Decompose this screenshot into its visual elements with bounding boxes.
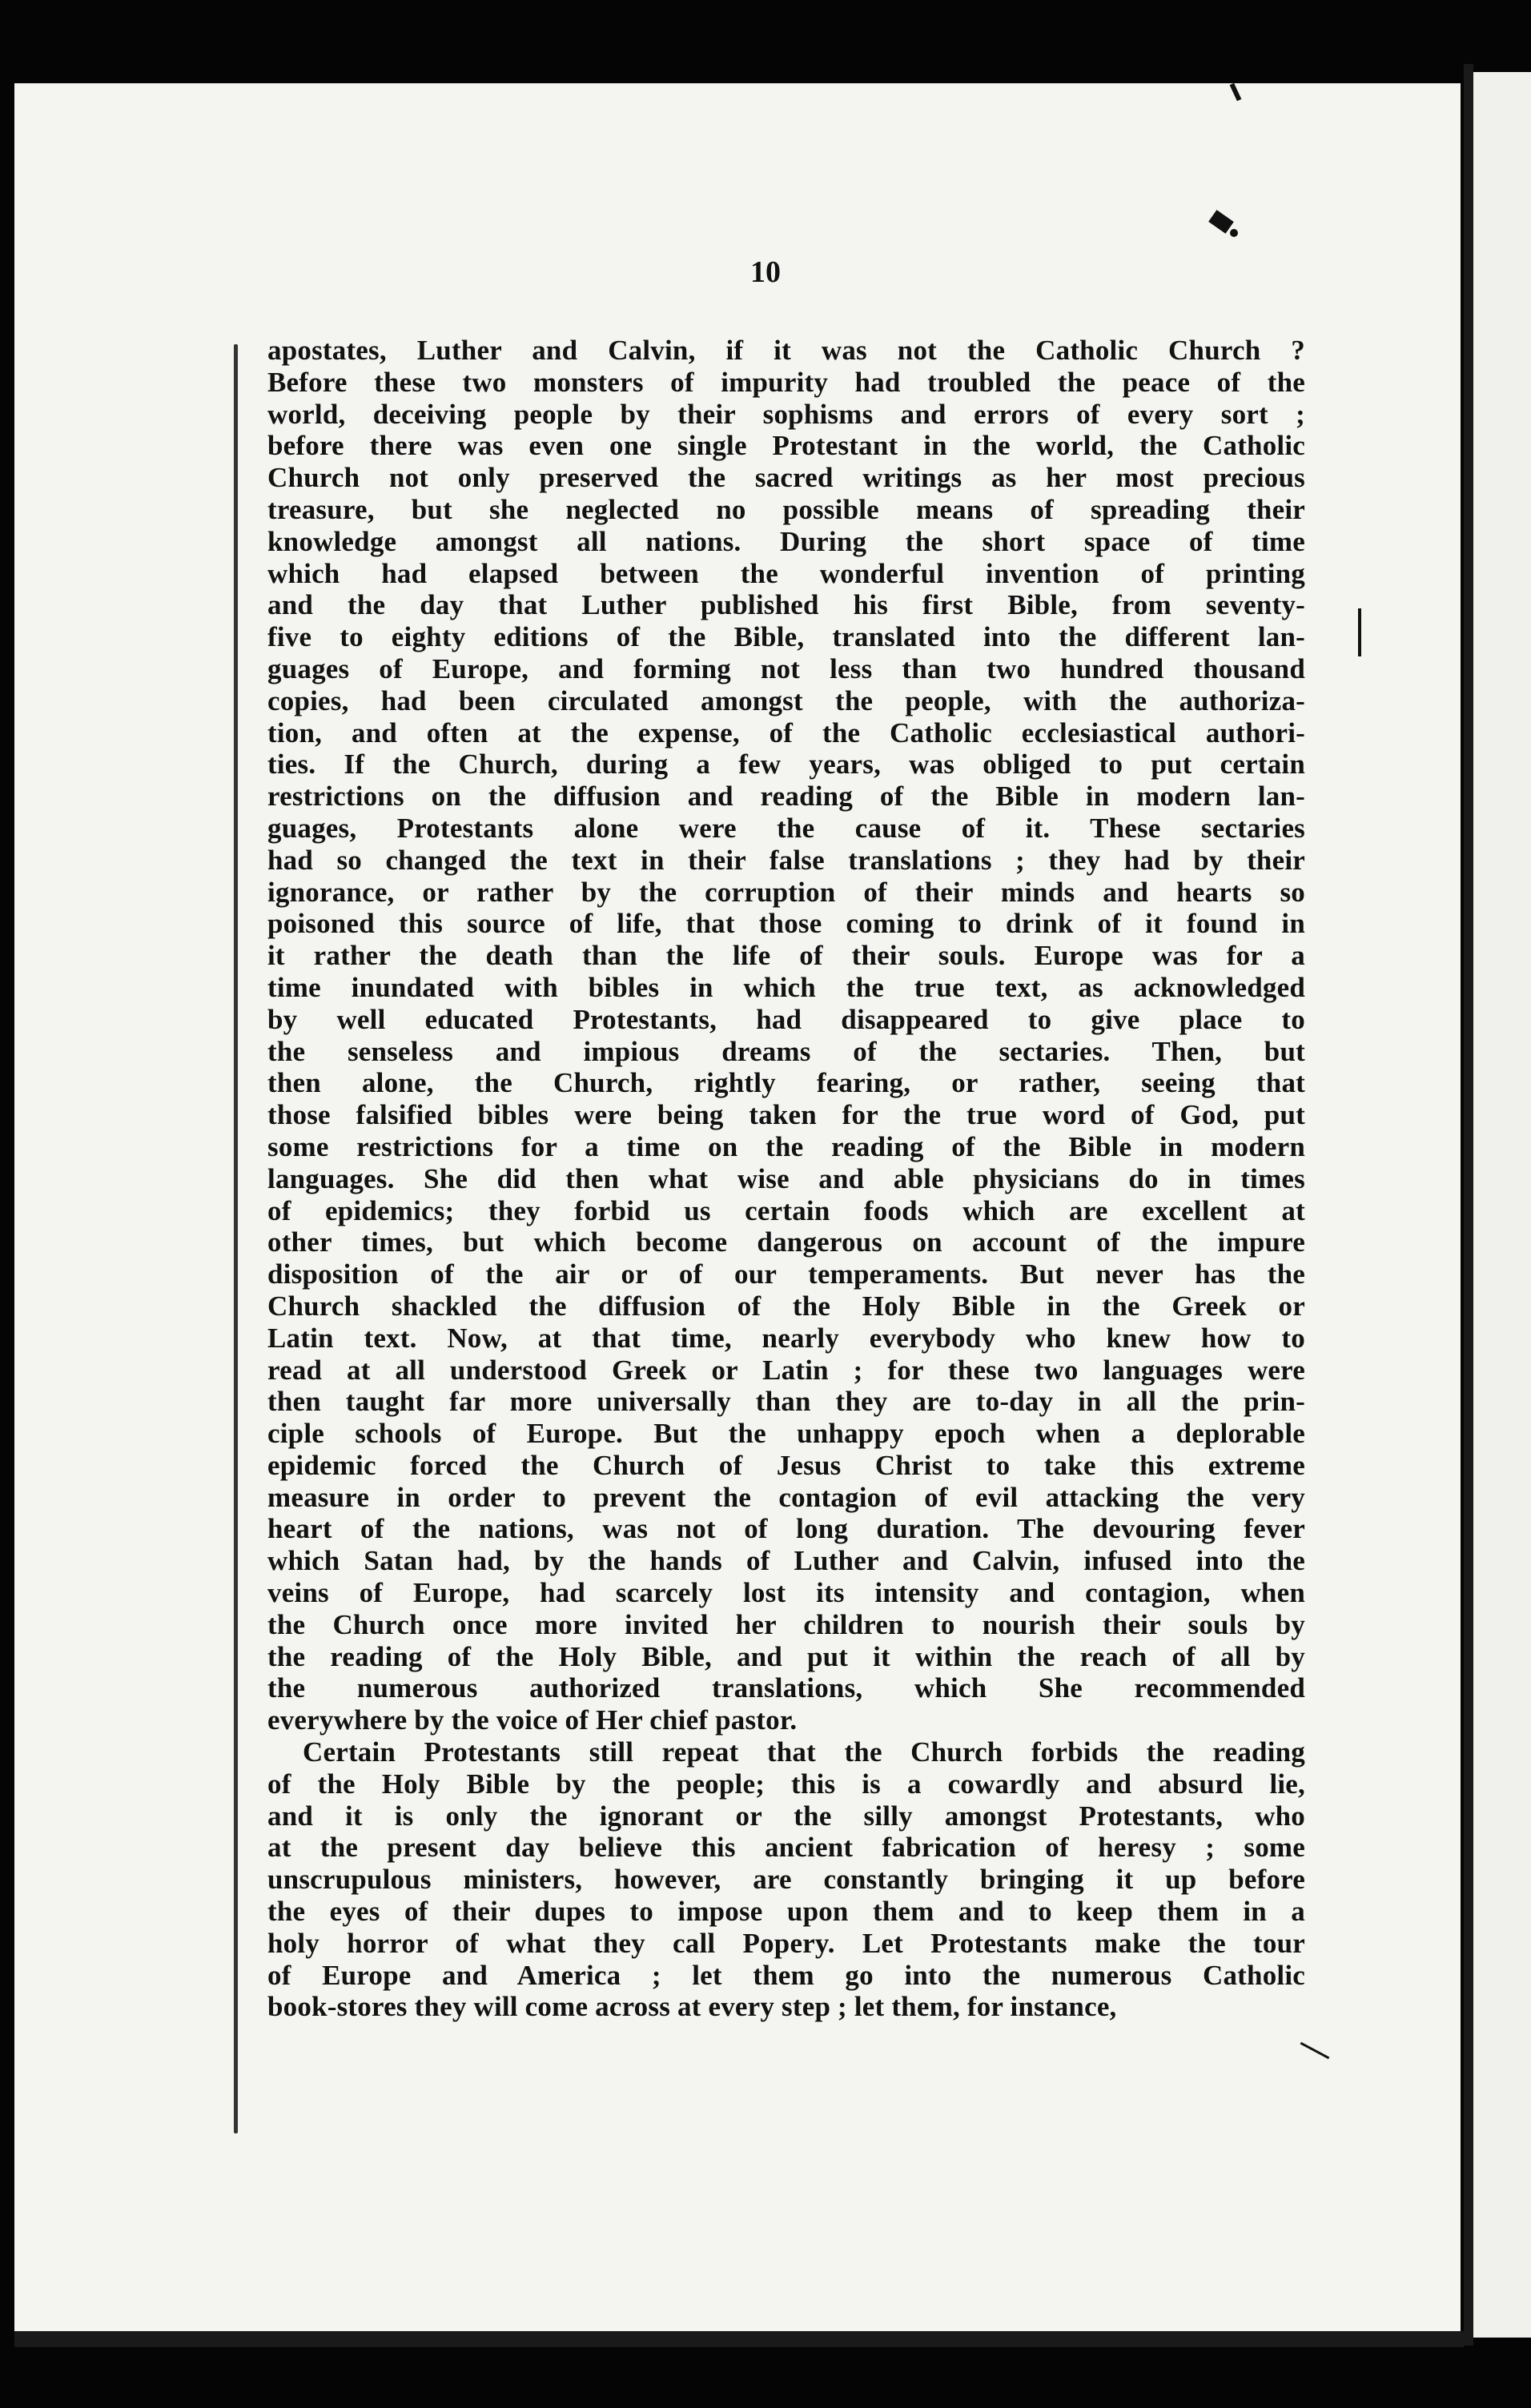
text-line: guages, Protestants alone were the cause of it. These sectaries: [267, 812, 1305, 844]
text-line: of the Holy Bible by the people; this is a cowardly and absurd lie,: [267, 1768, 1305, 1800]
text-line: which had elapsed between the wonderful invention of printing: [267, 557, 1305, 589]
text-line: the Church once more invited her children to nourish their souls by: [267, 1608, 1305, 1640]
text-line: tion, and often at the expense, of the Catholic ecclesiastical authori-: [267, 716, 1305, 748]
text-line: at the present day believe this ancient fabrication of heresy ; some: [267, 1832, 1305, 1864]
text-line: everywhere by the voice of Her chief pastor.: [267, 1704, 798, 1736]
text-line: poisoned this source of life, that those coming to drink of it found in: [267, 908, 1305, 940]
text-line: Latin text. Now, at that time, nearly everybody who knew how to: [267, 1322, 1305, 1354]
paragraph: [267, 1736, 1305, 2023]
text-line: the reading of the Holy Bible, and put it within the reach of all by: [267, 1640, 1305, 1672]
text-line: those falsified bibles were being taken for the true word of God, put: [267, 1099, 1305, 1131]
text-line: epidemic forced the Church of Jesus Christ to take this extreme: [267, 1449, 1305, 1481]
text-line: it rather the death than the life of their souls. Europe was for a: [267, 940, 1305, 972]
text-line: Before these two monsters of impurity had troubled the peace of the: [267, 366, 1305, 398]
text-line: unscrupulous ministers, however, are constantly bringing it up before: [267, 1864, 1305, 1896]
text-line: copies, had been circulated amongst the people, with the authoriza-: [267, 684, 1305, 716]
text-line: other times, but which become dangerous on account of the impure: [267, 1226, 1305, 1258]
text-line: world, deceiving people by their sophisms and errors of every sort ;: [267, 398, 1305, 430]
page-number: 10: [750, 255, 781, 289]
body-text: [267, 335, 1305, 2023]
margin-pencil-line: [234, 344, 238, 2133]
text-line: measure in order to prevent the contagion of evil attacking the very: [267, 1481, 1305, 1513]
text-line: the numerous authorized translations, which She recommended: [267, 1672, 1305, 1704]
text-line: book-stores they will come across at every step ; let them, for instance,: [267, 1991, 1117, 2023]
text-line: ties. If the Church, during a few years, was obliged to put certain: [267, 748, 1305, 781]
text-line: then taught far more universally than they are to-day in all the prin-: [267, 1386, 1305, 1418]
bottom-edge-shadow: [14, 2331, 1464, 2347]
text-line: the senseless and impious dreams of the sectaries. Then, but: [267, 1035, 1305, 1067]
text-line: ignorance, or rather by the corruption of their minds and hearts so: [267, 876, 1305, 908]
text-line: knowledge amongst all nations. During the short space of time: [267, 525, 1305, 557]
text-line: and the day that Luther published his first Bible, from seventy-: [267, 589, 1305, 621]
text-line: by well educated Protestants, had disappeared to give place to: [267, 1003, 1305, 1035]
paragraph: [267, 335, 1305, 1736]
ink-speck: [1358, 608, 1361, 656]
ink-speck: [1230, 229, 1238, 237]
adjacent-page-strip: [1473, 72, 1531, 2338]
text-line: ciple schools of Europe. But the unhappy epoch when a deplorable: [267, 1418, 1305, 1450]
text-line: some restrictions for a time on the reading of the Bible in modern: [267, 1130, 1305, 1162]
text-line: of Europe and America ; let them go into the numerous Catholic: [267, 1959, 1305, 1991]
text-line: disposition of the air or of our temperaments. But never has the: [267, 1258, 1305, 1290]
page-edge-shadow: [1464, 64, 1473, 2346]
text-line: Certain Protestants still repeat that the Church forbids the reading: [303, 1736, 1305, 1768]
text-line: restrictions on the diffusion and reading of the Bible in modern lan-: [267, 781, 1305, 813]
text-line: five to eighty editions of the Bible, translated into the different lan-: [267, 621, 1305, 653]
text-line: veins of Europe, had scarcely lost its intensity and contagion, when: [267, 1577, 1305, 1609]
text-line: the eyes of their dupes to impose upon them and to keep them in a: [267, 1896, 1305, 1928]
text-line: languages. She did then what wise and able physicians do in times: [267, 1162, 1305, 1194]
text-line: read at all understood Greek or Latin ; for these two languages were: [267, 1354, 1305, 1386]
text-line: guages of Europe, and forming not less than two hundred thousand: [267, 652, 1305, 684]
text-line: had so changed the text in their false translations ; they had by their: [267, 844, 1305, 876]
text-line: Church not only preserved the sacred writings as her most precious: [267, 462, 1305, 494]
text-line: Church shackled the diffusion of the Holy Bible in the Greek or: [267, 1290, 1305, 1322]
text-line: heart of the nations, was not of long duration. The devouring fever: [267, 1513, 1305, 1545]
text-line: and it is only the ignorant or the silly amongst Protestants, who: [267, 1800, 1305, 1832]
text-line: treasure, but she neglected no possible means of spreading their: [267, 493, 1305, 525]
text-line: time inundated with bibles in which the true text, as acknowledged: [267, 971, 1305, 1003]
text-line: holy horror of what they call Popery. Let Protestants make the tour: [267, 1927, 1305, 1959]
text-line: then alone, the Church, rightly fearing, or rather, seeing that: [267, 1067, 1305, 1099]
text-line: apostates, Luther and Calvin, if it was not the Catholic Church ?: [267, 335, 1305, 366]
text-line: of epidemics; they forbid us certain foods which are excellent at: [267, 1194, 1305, 1226]
text-line: which Satan had, by the hands of Luther and Calvin, infused into the: [267, 1545, 1305, 1577]
text-line: before there was even one single Protestant in the world, the Catholic: [267, 430, 1305, 462]
